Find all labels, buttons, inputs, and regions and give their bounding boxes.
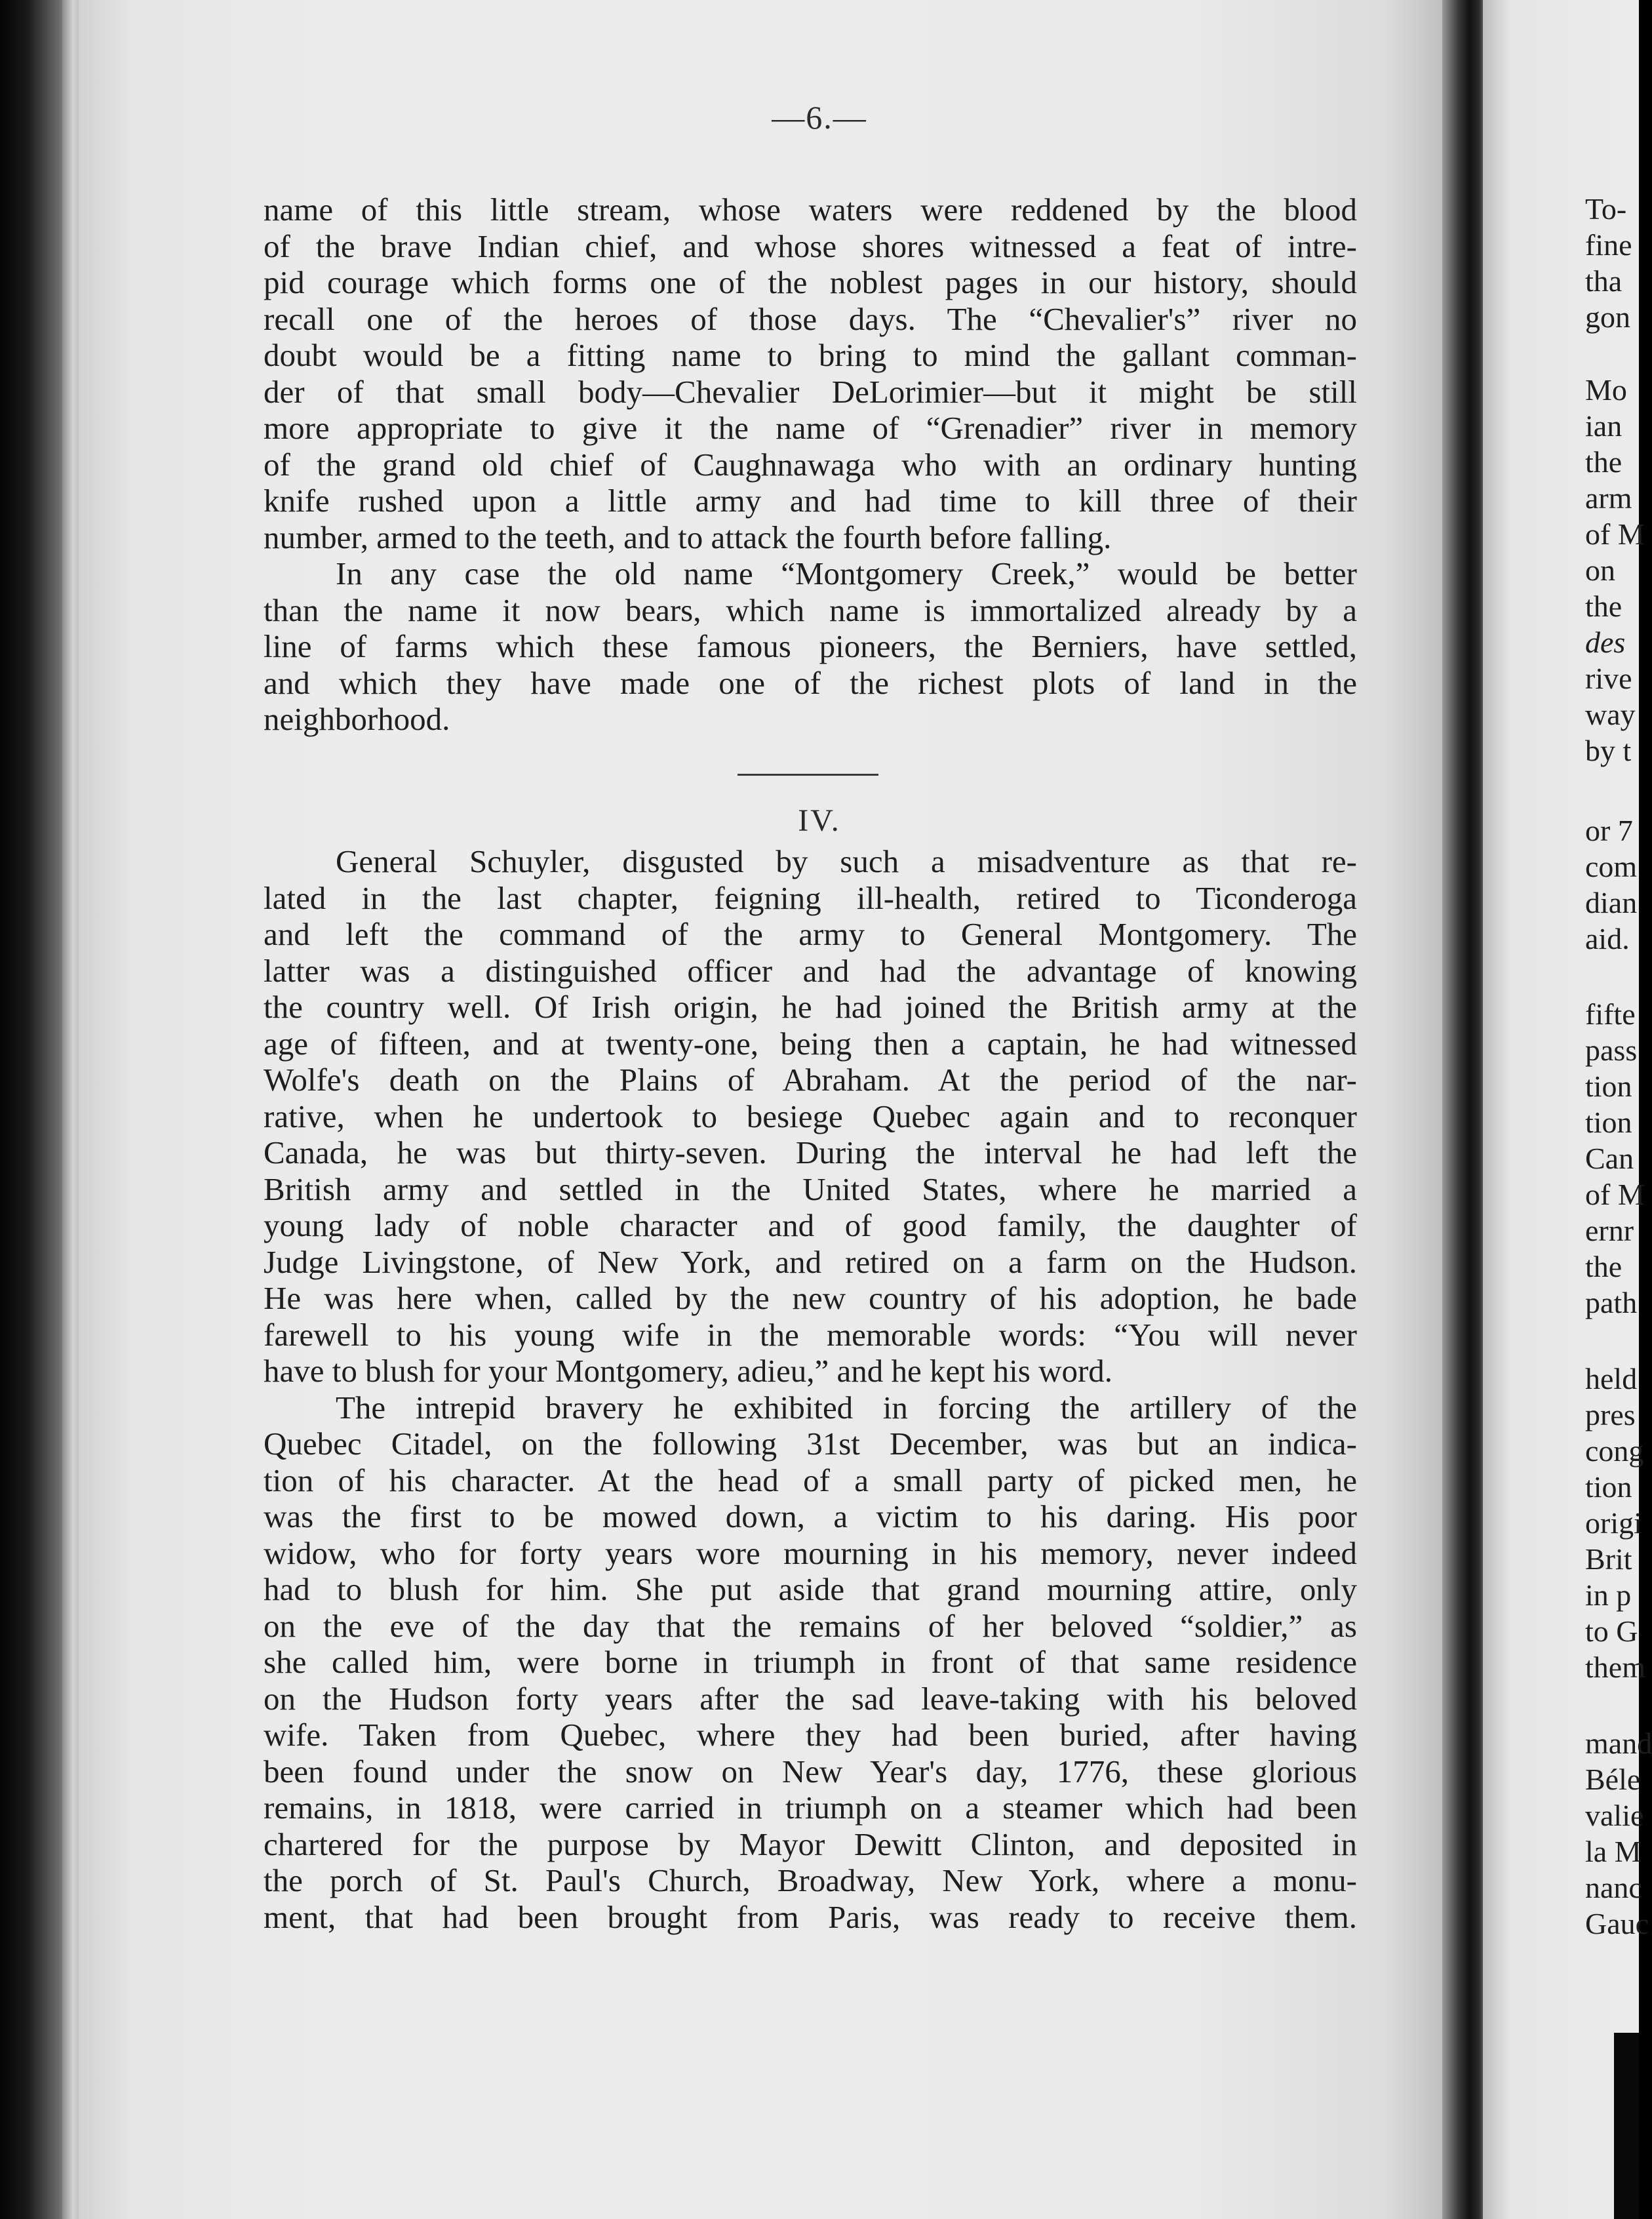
text-line: young lady of noble character and of good family, the daughter of bbox=[264, 1207, 1357, 1243]
facing-page-fragment: pres bbox=[1585, 1398, 1636, 1431]
text-line: on the eve of the day that the remains of her beloved “soldier,” as bbox=[264, 1607, 1357, 1644]
facing-page-fragment: ian bbox=[1585, 409, 1622, 443]
facing-page-fragment: way bbox=[1585, 698, 1636, 731]
text-line: lated in the last chapter, feigning ill-health, retired to Ticonderoga bbox=[264, 879, 1357, 916]
text-line: age of fifteen, and at twenty-one, being then a captain, he had witnessed bbox=[264, 1025, 1357, 1062]
text-line: pid courage which forms one of the noblest pages in our history, should bbox=[264, 264, 1357, 300]
facing-page-fragment: of M bbox=[1585, 1178, 1645, 1211]
text-line: widow, who for forty years wore mourning in his memory, never indeed bbox=[264, 1534, 1357, 1571]
facing-page-fragment: them bbox=[1585, 1650, 1645, 1684]
facing-page-fragment: des bbox=[1585, 626, 1626, 659]
text-line: and left the command of the army to General Montgomery. The bbox=[264, 916, 1357, 952]
text-line: and which they have made one of the richest plots of land in the bbox=[264, 664, 1357, 701]
facing-page-fragment: the bbox=[1585, 590, 1622, 623]
text-line: of the brave Indian chief, and whose shores witnessed a feat of intre- bbox=[264, 228, 1357, 264]
text-line: Quebec Citadel, on the following 31st December, was but an indica- bbox=[264, 1426, 1357, 1462]
facing-page-fragment: ernr bbox=[1585, 1214, 1634, 1247]
paragraph-block-continued bbox=[264, 191, 1357, 738]
facing-page-fragment: valie bbox=[1585, 1799, 1644, 1832]
facing-page-fragment: Can bbox=[1585, 1142, 1634, 1175]
facing-page-fragment: the bbox=[1585, 1250, 1622, 1283]
page-left-edge bbox=[62, 0, 81, 2219]
facing-page-fragment: Gauc bbox=[1585, 1907, 1649, 1940]
text-line: knife rushed upon a little army and had time to kill three of their bbox=[264, 483, 1357, 519]
facing-page-fragment: aid. bbox=[1585, 922, 1630, 955]
text-line: latter was a distinguished officer and had the advantage of knowing bbox=[264, 952, 1357, 989]
facing-page-fragment: To- bbox=[1585, 192, 1627, 226]
facing-page-fragment: arm bbox=[1585, 481, 1632, 515]
text-line: been found under the snow on New Year's day, 1776, these glorious bbox=[264, 1753, 1357, 1789]
facing-page-fragment: by t bbox=[1585, 734, 1632, 767]
text-line: chartered for the purpose by Mayor Dewitt Clinton, and deposited in bbox=[264, 1826, 1357, 1862]
text-line: line of farms which these famous pioneers, the Berniers, have settled, bbox=[264, 628, 1357, 664]
facing-page-fragment: path bbox=[1585, 1286, 1638, 1319]
facing-page-fragment: com bbox=[1585, 850, 1638, 883]
facing-page-fragment: mand bbox=[1585, 1727, 1652, 1760]
facing-page-fragment: rive bbox=[1585, 662, 1632, 695]
facing-page-fragment: pass bbox=[1585, 1033, 1638, 1067]
facing-page-fragment: tion bbox=[1585, 1070, 1632, 1103]
text-line: was the first to be mowed down, a victim to his daring. His poor bbox=[264, 1498, 1357, 1534]
text-line: Canada, he was but thirty-seven. During the interval he had left the bbox=[264, 1134, 1357, 1170]
text-line: British army and settled in the United States, where he married a bbox=[264, 1170, 1357, 1207]
text-line: der of that small body—Chevalier DeLorimier—but it might be still bbox=[264, 373, 1357, 410]
facing-page-fragment: tha bbox=[1585, 264, 1622, 298]
facing-page-fragment: Mo bbox=[1585, 373, 1627, 407]
text-line: name of this little stream, whose waters were reddened by the blood bbox=[264, 191, 1357, 228]
text-line: The intrepid bravery he exhibited in forcing the artillery of the bbox=[336, 1389, 1357, 1426]
text-line: the country well. Of Irish origin, he had joined the British army at the bbox=[264, 989, 1357, 1025]
text-line: ment, that had been brought from Paris, was ready to receive them. bbox=[264, 1898, 1357, 1935]
text-line: on the Hudson forty years after the sad leave-taking with his beloved bbox=[264, 1680, 1357, 1717]
scan-left-edge bbox=[0, 0, 69, 2219]
facing-page-fragment: gon bbox=[1585, 300, 1630, 334]
facing-page-fragment: dian bbox=[1585, 886, 1638, 919]
facing-page-fragment: nanc bbox=[1585, 1871, 1642, 1904]
chapter-heading: IV. bbox=[798, 803, 841, 838]
facing-page-fragment: tion bbox=[1585, 1106, 1632, 1139]
facing-page-fragment: tion bbox=[1585, 1470, 1632, 1504]
text-line: recall one of the heroes of those days. The “Chevalier's” river no bbox=[264, 300, 1357, 337]
text-line: wife. Taken from Quebec, where they had been buried, after having bbox=[264, 1717, 1357, 1753]
facing-page-fragment: in p bbox=[1585, 1578, 1632, 1612]
text-line: remains, in 1818, were carried in triumph on a steamer which had been bbox=[264, 1789, 1357, 1826]
facing-page-fragment: fifte bbox=[1585, 997, 1636, 1031]
text-line: have to blush for your Montgomery, adieu,” and he kept his word. bbox=[264, 1353, 1113, 1389]
facing-page-fragment: the bbox=[1585, 445, 1622, 479]
facing-page-fragment: cong bbox=[1585, 1434, 1644, 1468]
facing-page-fragment: Brit bbox=[1585, 1542, 1632, 1576]
text-line: number, armed to the teeth, and to attack the fourth before falling. bbox=[264, 519, 1112, 555]
text-line: more appropriate to give it the name of “Grenadier” river in memory bbox=[264, 410, 1357, 446]
facing-page-fragment: Béle bbox=[1585, 1763, 1641, 1796]
facing-page-fragment: origi bbox=[1585, 1506, 1642, 1540]
text-line: she called him, were borne in triumph in front of that same residence bbox=[264, 1644, 1357, 1680]
text-line: rative, when he undertook to besiege Quebec again and to reconquer bbox=[264, 1098, 1357, 1134]
facing-page-fragment: of M bbox=[1585, 517, 1645, 551]
scan-right-edge bbox=[1614, 2033, 1639, 2219]
facing-page-fragment: fine bbox=[1585, 228, 1632, 262]
text-line: neighborhood. bbox=[264, 701, 450, 737]
paragraph-block-chapter-iv bbox=[264, 843, 1357, 1935]
text-line: tion of his character. At the head of a small party of picked men, he bbox=[264, 1462, 1357, 1498]
text-line: General Schuyler, disgusted by such a misadventure as that re- bbox=[336, 843, 1357, 879]
facing-page-fragment: to G bbox=[1585, 1614, 1638, 1648]
book-gutter bbox=[1442, 0, 1488, 2219]
text-line: of the grand old chief of Caughnawaga who with an ordinary hunting bbox=[264, 446, 1357, 483]
text-line: farewell to his young wife in the memorable words: “You will never bbox=[264, 1316, 1357, 1353]
facing-page-fragment: la M bbox=[1585, 1835, 1642, 1868]
facing-page-fragment: or 7 bbox=[1585, 814, 1633, 847]
text-line: had to blush for him. She put aside that grand mourning attire, only bbox=[264, 1571, 1357, 1607]
text-line: the porch of St. Paul's Church, Broadway, New York, where a monu- bbox=[264, 1862, 1357, 1898]
text-line: He was here when, called by the new country of his adoption, he bade bbox=[264, 1280, 1357, 1316]
facing-page-fragment: held bbox=[1585, 1362, 1638, 1395]
page-number: —6.— bbox=[772, 99, 867, 136]
text-line: Wolfe's death on the Plains of Abraham. At the period of the nar- bbox=[264, 1062, 1357, 1098]
text-line: In any case the old name “Montgomery Creek,” would be better bbox=[336, 555, 1357, 591]
facing-page-fragment: on bbox=[1585, 553, 1615, 587]
text-line: doubt would be a fitting name to bring to mind the gallant comman- bbox=[264, 337, 1357, 373]
text-line: than the name it now bears, which name is immortalized already by a bbox=[264, 591, 1357, 628]
text-line: Judge Livingstone, of New York, and retired on a farm on the Hudson. bbox=[264, 1243, 1357, 1280]
section-divider-rule bbox=[738, 774, 878, 776]
